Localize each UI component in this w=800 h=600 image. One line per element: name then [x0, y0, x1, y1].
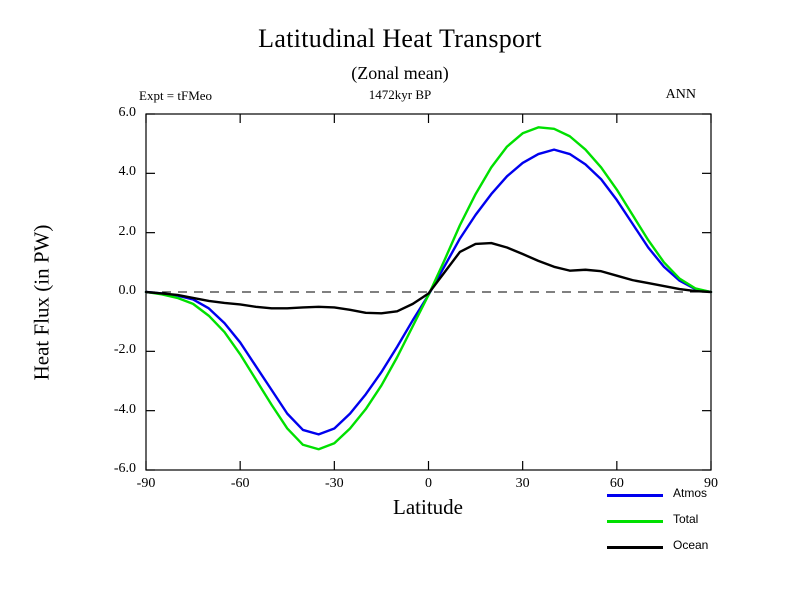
x-tick-label: 30: [515, 476, 530, 491]
y-tick-label: 2.0: [118, 223, 136, 239]
legend-label: Atmos: [673, 486, 708, 500]
x-tick-label: -60: [230, 476, 250, 491]
legend-swatch: [607, 546, 663, 549]
legend-swatch: [607, 520, 663, 523]
x-tick-label: 90: [704, 476, 718, 491]
x-tick-label: -90: [136, 476, 156, 491]
legend-label: Total: [673, 512, 699, 526]
y-tick-label: 4.0: [118, 164, 136, 180]
y-tick-label: 6.0: [118, 105, 136, 120]
y-tick-label: -2.0: [113, 342, 136, 358]
x-tick-label: 60: [609, 476, 624, 491]
y-tick-label: -6.0: [113, 461, 136, 476]
legend-item: [607, 508, 782, 534]
chart-legend: [607, 482, 782, 560]
season-label: ANN: [665, 87, 696, 102]
legend-item: [607, 534, 782, 560]
legend-item: [607, 482, 782, 508]
y-tick-label: -4.0: [113, 401, 136, 417]
x-tick-label: -30: [324, 476, 344, 491]
chart-title: Latitudinal Heat Transport: [258, 24, 542, 53]
y-tick-label: 0.0: [118, 283, 136, 298]
period-label: 1472kyr BP: [368, 87, 432, 102]
x-axis-label: Latitude: [393, 495, 463, 519]
legend-label: Ocean: [673, 538, 709, 552]
y-axis-label: Heat Flux (in PW): [29, 224, 54, 381]
legend-swatch: [607, 494, 663, 497]
chart-subtitle: (Zonal mean): [351, 63, 449, 83]
experiment-label: Expt = tFMeo: [139, 88, 213, 103]
x-tick-label: 0: [425, 476, 432, 491]
